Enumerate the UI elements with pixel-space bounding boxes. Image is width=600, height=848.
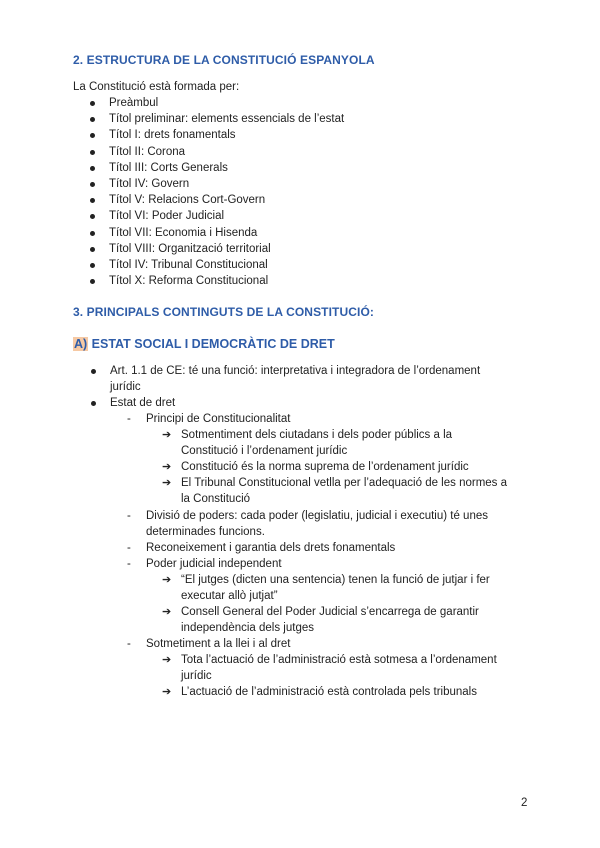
subsection-a-heading (73, 337, 335, 351)
highlighted-marker: A) (74, 337, 88, 351)
sotmetiment-point-2 (162, 684, 477, 700)
section-2-heading: 2. ESTRUCTURA DE LA CONSTITUCIÓ ESPANYOLA (73, 53, 375, 67)
point-line: - Divisió de poders: cada poder (legislatiu, judicial i executiu) té unes (146, 510, 488, 522)
point-line-cont: jurídic (181, 670, 212, 682)
list-item: Títol VI: Poder Judicial (0, 208, 344, 224)
poder-judicial-item: - Poder judicial independent (146, 556, 282, 572)
list-item: Títol V: Relacions Cort-Govern (0, 192, 344, 208)
point-line: El Tribunal Constitucional vetlla per l’adequació de les normes a (181, 477, 508, 489)
principi-point-3 (162, 475, 508, 507)
list-item: Preàmbul (0, 95, 344, 111)
list-item: Títol IV: Tribunal Constitucional (0, 257, 344, 273)
art-1-1-line: Art. 1.1 de CE: té una funció: interpretativa i integradora de l’ordenament (110, 365, 481, 377)
art-1-1-line-cont: jurídic (110, 381, 141, 393)
arrow-icon: ➔ (162, 429, 172, 441)
arrow-icon: ➔ (162, 606, 172, 618)
estat-de-dret-item: Estat de dret (110, 397, 176, 409)
point-line: Consell General del Poder Judicial s’encarrega de garantir (181, 606, 479, 618)
section-3-heading: 3. PRINCIPALS CONTINGUTS DE LA CONSTITUCIÓ: (73, 305, 374, 319)
arrow-icon: ➔ (162, 461, 172, 473)
principi-point-1 (162, 427, 453, 459)
poder-point-2 (162, 604, 479, 636)
principi-item: - Principi de Constitucionalitat (146, 411, 290, 427)
list-item: Títol II: Corona (0, 144, 344, 160)
reconeixement-item: - Reconeixement i garantia dels drets fonamentals (146, 540, 395, 556)
art-1-1-item (110, 363, 480, 395)
arrow-icon: ➔ (162, 686, 172, 698)
divisio-item (146, 508, 488, 540)
list-item: Títol preliminar: elements essencials de l’estat (0, 111, 344, 127)
point-line-cont: Constitució i l’ordenament jurídic (181, 445, 348, 457)
page-number: 2 (521, 797, 528, 809)
subsection-a-title: ESTAT SOCIAL I DEMOCRÀTIC DE DRET (88, 337, 335, 351)
point-line: L’actuació de l’administració està controlada pels tribunals (181, 686, 477, 698)
list-item: Títol VII: Economia i Hisenda (0, 225, 344, 241)
point-line: Tota l’actuació de l’administració està sotmesa a l’ordenament (181, 654, 497, 666)
point-line-cont: independència dels jutges (181, 622, 314, 634)
sotmetiment-item: - Sotmetiment a la llei i al dret (146, 636, 290, 652)
point-line-cont: la Constitució (181, 493, 251, 505)
arrow-icon: ➔ (162, 654, 172, 666)
poder-point-1 (162, 572, 490, 604)
arrow-icon: ➔ (162, 574, 172, 586)
point-line-cont: determinades funcions. (146, 526, 265, 538)
list-item: Títol I: drets fonamentals (0, 127, 344, 143)
point-line-cont: executar allò jutjat” (181, 590, 278, 602)
list-item: Títol X: Reforma Constitucional (0, 273, 344, 289)
list-item: Títol IV: Govern (0, 176, 344, 192)
arrow-icon: ➔ (162, 477, 172, 489)
principi-point-2 (162, 459, 469, 475)
point-line: “El jutges (dicten una sentencia) tenen la funció de jutjar i fer (181, 574, 490, 586)
list-item: Títol III: Corts Generals (0, 160, 344, 176)
point-line: Sotmentiment dels ciutadans i dels poder públics a la (181, 429, 453, 441)
point-line: Constitució és la norma suprema de l’ordenament jurídic (181, 461, 469, 473)
structure-list (0, 95, 344, 289)
list-item: Títol VIII: Organització territorial (0, 241, 344, 257)
sotmetiment-point-1 (162, 652, 497, 684)
section-2-intro: La Constitució està formada per: (73, 81, 240, 93)
